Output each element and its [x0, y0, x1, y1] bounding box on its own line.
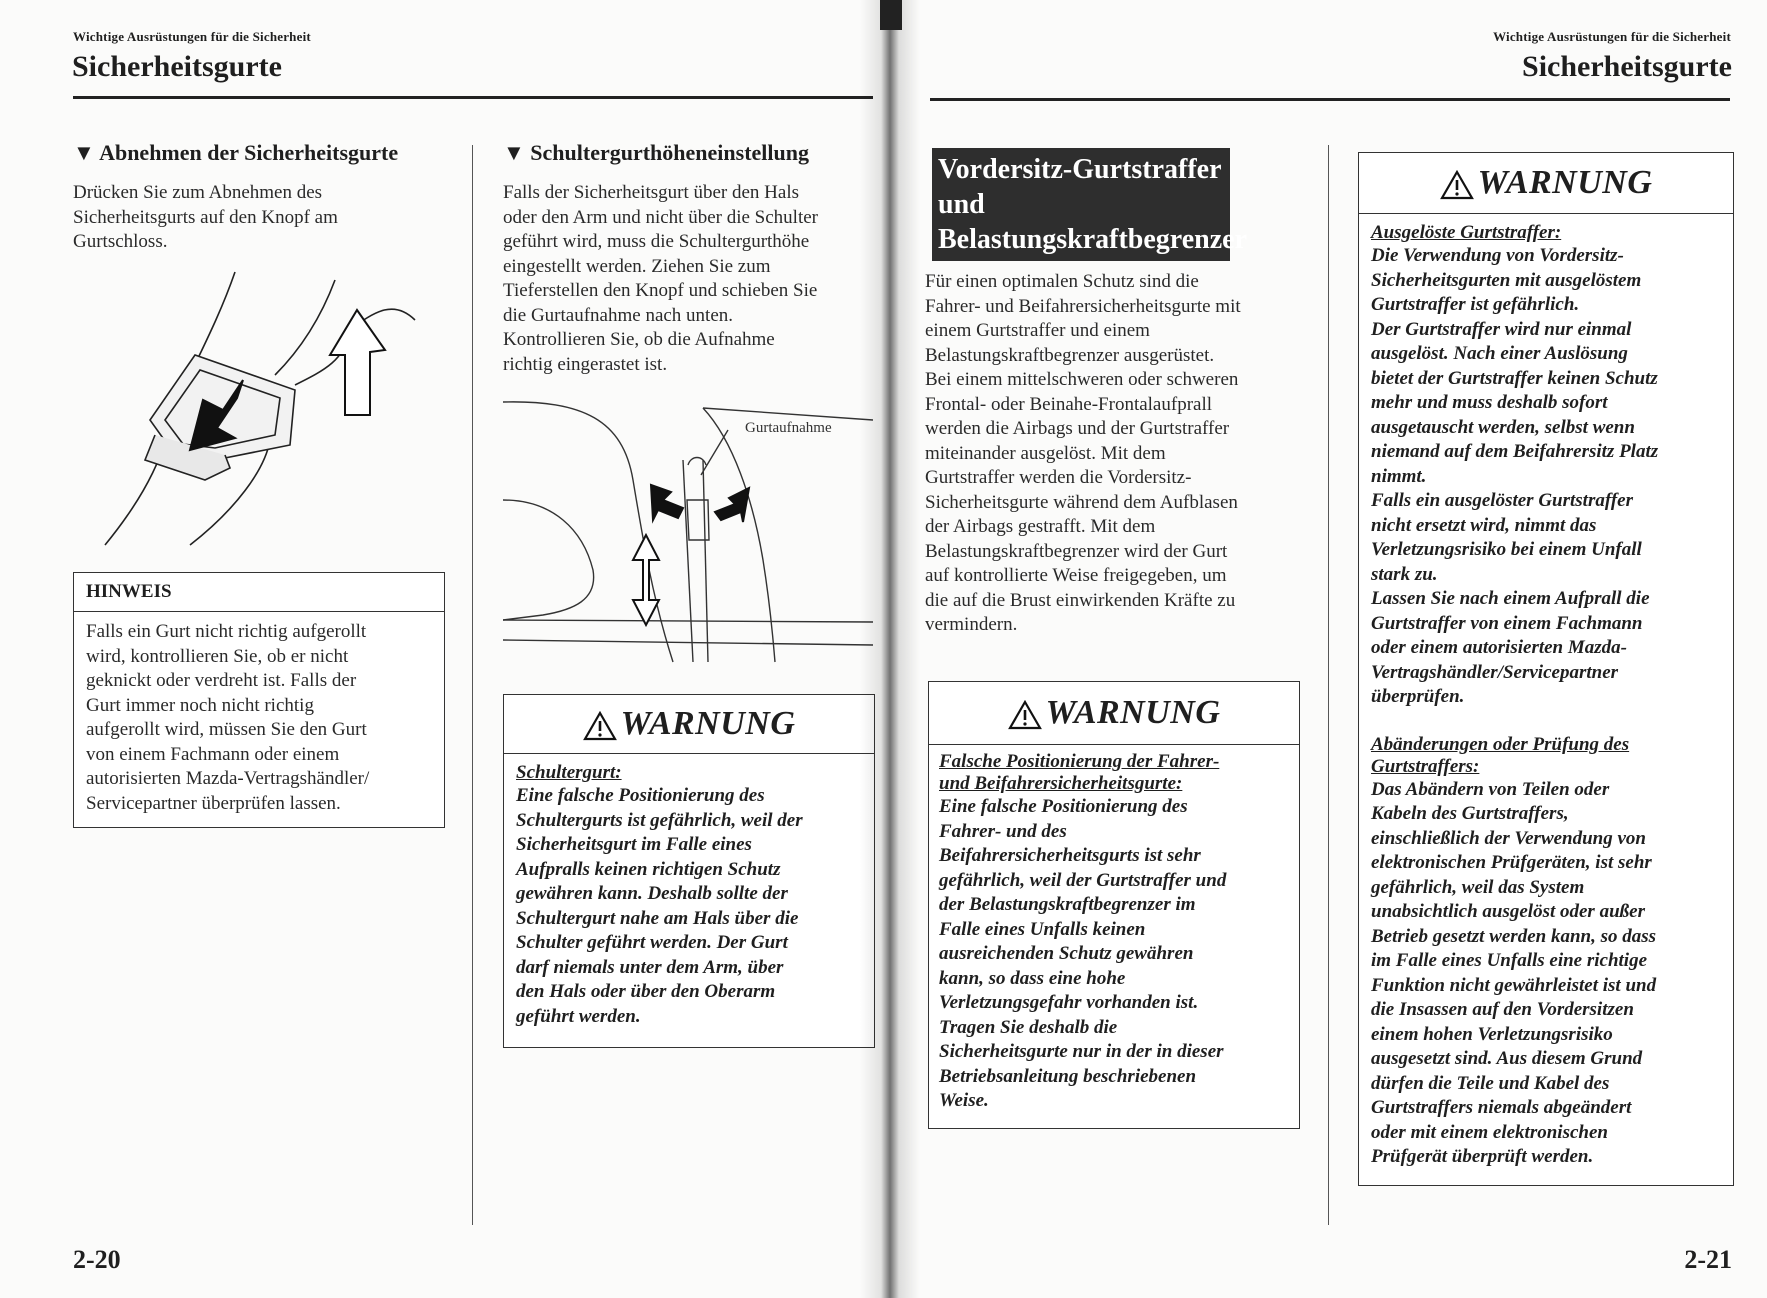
text-line: Gurtstraffer werden die Vordersitz-	[925, 467, 1192, 488]
text-line: niemand auf dem Beifahrersitz Platz	[1371, 441, 1659, 462]
text-line: oder mit einem elektronischen	[1371, 1121, 1608, 1143]
text-line: Eine falsche Positionierung des	[939, 796, 1188, 817]
triangle-down-icon: ▼	[73, 140, 95, 165]
warning-subtitle: Schultergurt:	[516, 762, 622, 783]
text-line: Falls ein ausgelöster Gurtstraffer	[1371, 490, 1633, 511]
text-line: geführt werden.	[516, 1005, 641, 1027]
text-line: stark zu.	[1371, 563, 1438, 585]
warning-title: WARNUNG	[1477, 164, 1653, 201]
text-line: richtig eingerastet ist.	[503, 353, 668, 375]
hinweis-title: HINWEIS	[74, 573, 444, 612]
text-line: ausgelöst. Nach einer Auslösung	[1371, 343, 1628, 364]
page-number-left: 2-20	[73, 1245, 121, 1274]
text-line: der Belastungskraftbegrenzer im	[939, 894, 1196, 915]
text-line: Verletzungsgefahr vorhanden ist.	[939, 992, 1199, 1013]
text-line: nicht ersetzt wird, nimmt das	[1371, 514, 1597, 536]
figure-label-gurtaufnahme: Gurtaufnahme	[745, 420, 832, 436]
text-line: Gurtschloss.	[73, 231, 168, 252]
text-line: gefährlich, weil der Gurtstraffer und	[939, 869, 1227, 891]
text-line: Gurtstraffer ist gefährlich.	[1371, 294, 1580, 315]
triangle-down-icon: ▼	[503, 140, 525, 165]
hinweis-box	[73, 572, 445, 828]
text-line: nimmt.	[1371, 465, 1427, 487]
text-line: Bei einem mittelschweren oder schweren	[925, 369, 1239, 390]
text-line: von einem Fachmann oder einem	[86, 743, 340, 765]
warning-subtitle: Ausgelöste Gurtstraffer:	[1371, 222, 1562, 243]
warning-title: WARNUNG	[620, 705, 796, 742]
text-line: Tieferstellen den Knopf und schieben Sie	[503, 280, 818, 301]
text-line: miteinander ausgelöst. Mit dem	[925, 442, 1166, 464]
text-line: die Gurtaufnahme nach unten.	[503, 304, 734, 326]
text-line: Funktion nicht gewährleistet ist und	[1371, 974, 1657, 996]
text-line: bietet der Gurtstraffer keinen Schutz	[1371, 367, 1658, 389]
text-line: Sicherheitsgurte nur in der in dieser	[939, 1041, 1224, 1062]
warning-body	[504, 754, 874, 1037]
warning-subtitle-line: Abänderungen oder Prüfung des	[1371, 733, 1630, 755]
warning-header	[504, 695, 874, 754]
text-line: Gurtstraffers niemals abgeändert	[1371, 1097, 1632, 1118]
abnehmen-body	[73, 181, 443, 255]
text-line: der Airbags gestrafft. Mit dem	[925, 516, 1156, 537]
warning-header	[1359, 153, 1733, 214]
text-line: Belastungskraftbegrenzer ausgerüstet.	[925, 344, 1215, 366]
column-divider-left	[472, 145, 473, 1225]
text-line: Schulter geführt werden. Der Gurt	[516, 932, 788, 953]
text-line: wird, kontrollieren Sie, ob er nicht	[86, 645, 349, 667]
warning-triangle-icon	[1440, 170, 1474, 200]
text-line: Für einen optimalen Schutz sind die	[925, 271, 1199, 292]
warning-subtitle-line: Gurtstraffers:	[1371, 755, 1480, 777]
header-rule-right	[930, 98, 1730, 101]
heading-schultergurt-text: Schultergurthöheneinstellung	[530, 140, 809, 165]
text-line: den Hals oder über den Oberarm	[516, 981, 776, 1002]
running-head-left: Wichtige Ausrüstungen für die Sicherheit	[73, 29, 311, 44]
text-line: ausreichenden Schutz gewähren	[939, 943, 1194, 964]
text-line: oder den Arm und nicht über die Schulter	[503, 206, 819, 228]
text-line: Aufpralls keinen richtigen Schutz	[516, 858, 781, 880]
warning-triangle-icon	[1008, 700, 1042, 730]
text-line: Kontrollieren Sie, ob die Aufnahme	[503, 329, 775, 350]
text-line: Sicherheitsgurte während dem Aufblasen	[925, 491, 1238, 513]
text-line: Kabeln des Gurtstraffers,	[1371, 803, 1569, 824]
text-line: oder einem autorisierten Mazda-	[1371, 637, 1627, 658]
warning-box-positionierung	[928, 681, 1300, 1129]
text-line: Beifahrersicherheitsgurts ist sehr	[939, 845, 1201, 866]
text-line: Belastungskraftbegrenzer wird der Gurt	[925, 540, 1228, 562]
heading-schultergurt	[503, 140, 809, 166]
text-line: Der Gurtstraffer wird nur einmal	[1371, 318, 1632, 340]
text-line: kann, so dass eine hohe	[939, 967, 1126, 989]
column-divider-right	[1328, 145, 1329, 1225]
text-line: Gurtstraffer von einem Fachmann	[1371, 612, 1643, 634]
text-line: überprüfen.	[1371, 686, 1465, 707]
text-line: Sicherheitsgurts auf den Knopf am	[73, 206, 338, 228]
text-line: gefährlich, weil das System	[1371, 876, 1585, 898]
section-title-line: Belastungskraftbegrenzer	[938, 224, 1247, 255]
text-line: Falls der Sicherheitsgurt über den Hals	[503, 182, 800, 203]
text-line: einem hohen Verletzungsrisiko	[1371, 1023, 1613, 1045]
text-line: aufgerollt wird, müssen Sie den Gurt	[86, 719, 367, 740]
spacer	[1371, 710, 1721, 734]
warning-body	[929, 745, 1299, 1120]
text-line: auf kontrollierte Weise freigegeben, um	[925, 565, 1227, 586]
text-line: Fahrer- und Beifahrersicherheitsgurte mit	[925, 295, 1241, 317]
text-line: Sicherheitsgurt im Falle eines	[516, 834, 752, 855]
text-line: eingestellt werden. Ziehen Sie zum	[503, 255, 771, 277]
text-line: die Insassen auf den Vordersitzen	[1371, 999, 1634, 1020]
text-line: dürfen die Teile und Kabel des	[1371, 1072, 1610, 1094]
text-line: Das Abändern von Teilen oder	[1371, 778, 1610, 800]
text-line: Fahrer- und des	[939, 820, 1067, 842]
text-line: ausgetauscht werden, selbst wenn	[1371, 416, 1635, 438]
warning-triangle-icon	[583, 711, 617, 741]
text-line: mehr und muss deshalb sofort	[1371, 392, 1608, 413]
text-line: die auf die Brust einwirkenden Kräfte zu	[925, 589, 1236, 611]
text-line: Schultergurt nahe am Hals über die	[516, 907, 799, 929]
warning-subtitle-line: und Beifahrersicherheitsgurte:	[939, 773, 1183, 794]
text-line: Eine falsche Positionierung des	[516, 785, 765, 806]
anchor-illustration	[503, 400, 873, 665]
text-line: Lassen Sie nach einem Aufprall die	[1371, 588, 1650, 609]
text-line: Gurt immer noch nicht richtig	[86, 694, 314, 716]
text-line: Betriebsanleitung beschriebenen	[939, 1065, 1197, 1087]
text-line: Servicepartner überprüfen lassen.	[86, 792, 341, 814]
chapter-title-left: Sicherheitsgurte	[72, 50, 282, 83]
section-title-line: und	[938, 189, 985, 220]
text-line: Schultergurts ist gefährlich, weil der	[516, 809, 803, 831]
schultergurt-body	[503, 181, 873, 377]
text-line: vermindern.	[925, 614, 1018, 635]
text-line: darf niemals unter dem Arm, über	[516, 956, 784, 978]
text-line: ausgesetzt sind. Aus diesem Grund	[1371, 1048, 1643, 1069]
text-line: autorisierten Mazda-Vertragshändler/	[86, 768, 370, 789]
chapter-title-right: Sicherheitsgurte	[1522, 50, 1732, 83]
page-number-right: 2-21	[1684, 1245, 1732, 1274]
book-gutter-edge	[880, 0, 902, 30]
text-line: geknickt oder verdreht ist. Falls der	[86, 670, 357, 691]
heading-abnehmen	[73, 140, 398, 166]
text-line: unabsichtlich ausgelöst oder außer	[1371, 901, 1645, 922]
text-line: geführt wird, muss die Schultergurthöhe	[503, 231, 810, 252]
header-rule-left	[73, 96, 873, 99]
warning-title: WARNUNG	[1045, 694, 1221, 731]
warning-box-gurtstraffer	[1358, 152, 1734, 1186]
text-line: Falle eines Unfalls keinen	[939, 918, 1146, 940]
warning-box-schultergurt	[503, 694, 875, 1048]
section-title-line: Vordersitz-Gurtstraffer	[938, 154, 1222, 185]
warning-subtitle-line: Falsche Positionierung der Fahrer-	[939, 751, 1220, 772]
text-line: Tragen Sie deshalb die	[939, 1016, 1118, 1038]
text-line: einem Gurtstraffer und einem	[925, 320, 1150, 341]
text-line: einschließlich der Verwendung von	[1371, 827, 1646, 849]
section-title-gurtstraffer	[932, 148, 1247, 261]
text-line: Sicherheitsgurten mit ausgelöstem	[1371, 269, 1642, 291]
text-line: gewähren kann. Deshalb sollte der	[516, 883, 788, 904]
text-line: Drücken Sie zum Abnehmen des	[73, 182, 323, 203]
text-line: Prüfgerät überprüft werden.	[1371, 1146, 1594, 1167]
text-line: Frontal- oder Beinahe-Frontalaufprall	[925, 393, 1213, 415]
running-head-right: Wichtige Ausrüstungen für die Sicherheit	[1493, 29, 1731, 44]
text-line: Vertragshändler/Servicepartner	[1371, 661, 1619, 683]
text-line: elektronischen Prüfgeräten, ist sehr	[1371, 852, 1652, 873]
text-line: Falls ein Gurt nicht richtig aufgerollt	[86, 621, 367, 642]
warning-body	[1359, 214, 1733, 1178]
text-line: Betrieb gesetzt werden kann, so dass	[1371, 925, 1657, 947]
buckle-illustration	[95, 270, 425, 550]
heading-abnehmen-text: Abnehmen der Sicherheitsgurte	[99, 140, 399, 165]
text-line: Weise.	[939, 1090, 989, 1111]
right-page	[880, 0, 1767, 1298]
book-gutter-shadow	[860, 0, 920, 1298]
warning-header	[929, 682, 1299, 745]
hinweis-body	[74, 612, 444, 824]
left-page	[0, 0, 880, 1298]
text-line: Verletzungsrisiko bei einem Unfall	[1371, 539, 1642, 560]
text-line: werden die Airbags und der Gurtstraffer	[925, 418, 1230, 439]
text-line: Die Verwendung von Vordersitz-	[1371, 245, 1624, 266]
gurtstraffer-body	[925, 270, 1305, 638]
text-line: im Falle eines Unfalls eine richtige	[1371, 950, 1648, 971]
